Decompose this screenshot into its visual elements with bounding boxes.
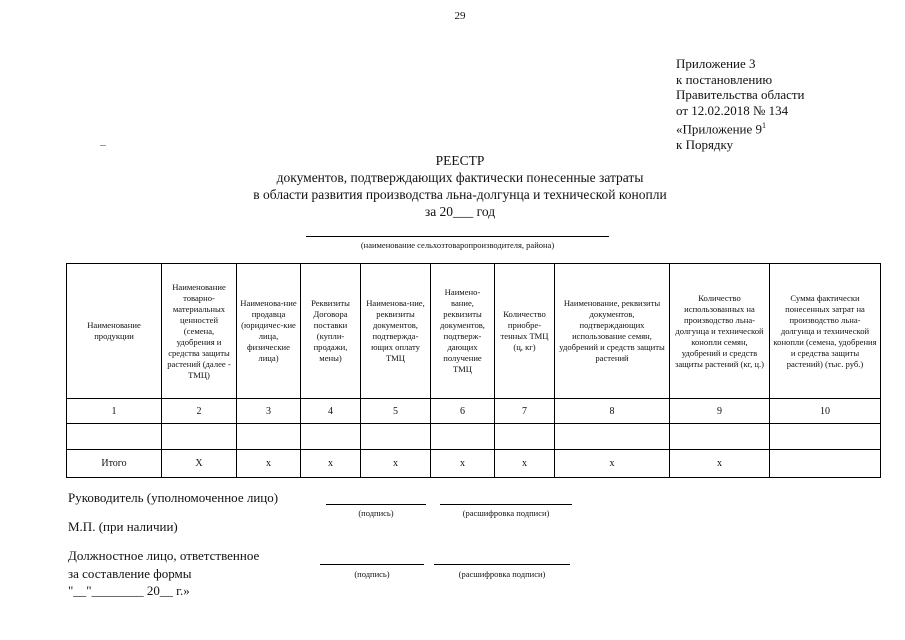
decoding-caption: (расшифровка подписи) bbox=[462, 508, 550, 518]
column-header: Количество использованных на производство льна-долгунца и технической конопли семян, удобрений и средств защиты растений (кг, ц.) bbox=[670, 264, 770, 399]
appendix-line: от 12.02.2018 № 134 bbox=[676, 102, 789, 118]
column-header: Реквизиты Договора поставки (купли-продажи, мены) bbox=[301, 264, 361, 399]
official-label: Должностное лицо, ответственное bbox=[68, 548, 260, 563]
total-cell: х bbox=[431, 450, 495, 478]
column-number: 6 bbox=[431, 399, 495, 424]
total-cell: Итого bbox=[67, 450, 162, 478]
table-cell bbox=[670, 424, 770, 450]
total-cell: х bbox=[301, 450, 361, 478]
title-heading: РЕЕСТР bbox=[435, 153, 485, 168]
column-number: 1 bbox=[67, 399, 162, 424]
head-decoding-line bbox=[440, 504, 572, 505]
title-line: документов, подтверждающих фактически понесенные затраты bbox=[276, 170, 644, 185]
head-signature-line bbox=[326, 504, 426, 505]
column-number: 9 bbox=[670, 399, 770, 424]
table-cell bbox=[495, 424, 555, 450]
table-cell bbox=[770, 424, 881, 450]
total-cell bbox=[770, 450, 881, 478]
table-cell bbox=[555, 424, 670, 450]
total-cell: х bbox=[670, 450, 770, 478]
total-cell: х bbox=[361, 450, 431, 478]
margin-mark bbox=[100, 145, 106, 146]
head-label: Руководитель (уполномоченное лицо) bbox=[68, 490, 279, 505]
table-cell bbox=[237, 424, 301, 450]
total-cell: х bbox=[237, 450, 301, 478]
date-line: "__"________ 20__ г.» bbox=[68, 583, 190, 598]
column-header: Наименова-ние продавца (юридичес-кие лица, физические лица) bbox=[237, 264, 301, 399]
column-header: Наименование, реквизиты документов, подтверждающих использование семян, удобрений и средств защиты растений bbox=[555, 264, 670, 399]
appendix-line: Приложение 3 bbox=[676, 56, 756, 71]
column-number: 4 bbox=[301, 399, 361, 424]
appendix-line: Правительства области bbox=[676, 87, 805, 102]
document-title bbox=[180, 152, 740, 220]
column-header: Сумма фактически понесенных затрат на производство льна-долгунца и технической конопли (семена, удобрения и средства защиты растений) (тыс. руб.) bbox=[770, 264, 881, 399]
appendix-line: к Порядку bbox=[676, 136, 734, 152]
column-number: 3 bbox=[237, 399, 301, 424]
org-name-line bbox=[306, 236, 609, 237]
total-cell: х bbox=[495, 450, 555, 478]
column-number: 8 bbox=[555, 399, 670, 424]
column-header: Количество приобре-тенных ТМЦ (ц, кг) bbox=[495, 264, 555, 399]
appendix-line: «Приложение 9 bbox=[676, 121, 763, 137]
column-header: Наименова-ние, реквизиты документов, подтвержда-ющих оплату ТМЦ bbox=[361, 264, 431, 399]
stamp-label: М.П. (при наличии) bbox=[68, 519, 178, 534]
column-header: Наимено-вание, реквизиты документов, подтверж-дающих получение ТМЦ bbox=[431, 264, 495, 399]
official-signature-line bbox=[320, 564, 424, 565]
appendix-line-with-sup bbox=[676, 118, 805, 137]
column-number: 10 bbox=[770, 399, 881, 424]
page-number: 29 bbox=[454, 10, 466, 22]
appendix-block bbox=[676, 56, 805, 152]
total-cell: Х bbox=[162, 450, 237, 478]
table-cell bbox=[431, 424, 495, 450]
table-cell bbox=[301, 424, 361, 450]
table-cell bbox=[67, 424, 162, 450]
title-line: за 20___ год bbox=[424, 204, 496, 219]
official-decoding-line bbox=[434, 564, 570, 565]
column-header: Наименование продукции bbox=[67, 264, 162, 399]
official-label: за составление формы bbox=[68, 566, 192, 581]
column-number: 7 bbox=[495, 399, 555, 424]
table-cell bbox=[162, 424, 237, 450]
header-row bbox=[67, 264, 881, 399]
org-name-caption: (наименование сельхозтоваропроизводителя, района) bbox=[360, 240, 555, 250]
appendix-superscript: 1 bbox=[762, 121, 767, 130]
signature-caption: (подпись) bbox=[358, 508, 394, 518]
signature-caption: (подпись) bbox=[354, 569, 390, 579]
registry-table bbox=[66, 263, 881, 478]
appendix-line: к постановлению bbox=[676, 71, 773, 87]
table-row-empty bbox=[67, 424, 881, 450]
table-cell bbox=[361, 424, 431, 450]
title-line: в области развития производства льна-долгунца и технической конопли bbox=[253, 187, 667, 202]
column-header: Наименование товарно-материальных ценностей (семена, удобрения и средства защиты растений (далее - ТМЦ) bbox=[162, 264, 237, 399]
decoding-caption: (расшифровка подписи) bbox=[458, 569, 546, 579]
column-number-row bbox=[67, 399, 881, 424]
column-number: 2 bbox=[162, 399, 237, 424]
column-number: 5 bbox=[361, 399, 431, 424]
total-row bbox=[67, 450, 881, 478]
total-cell: х bbox=[555, 450, 670, 478]
